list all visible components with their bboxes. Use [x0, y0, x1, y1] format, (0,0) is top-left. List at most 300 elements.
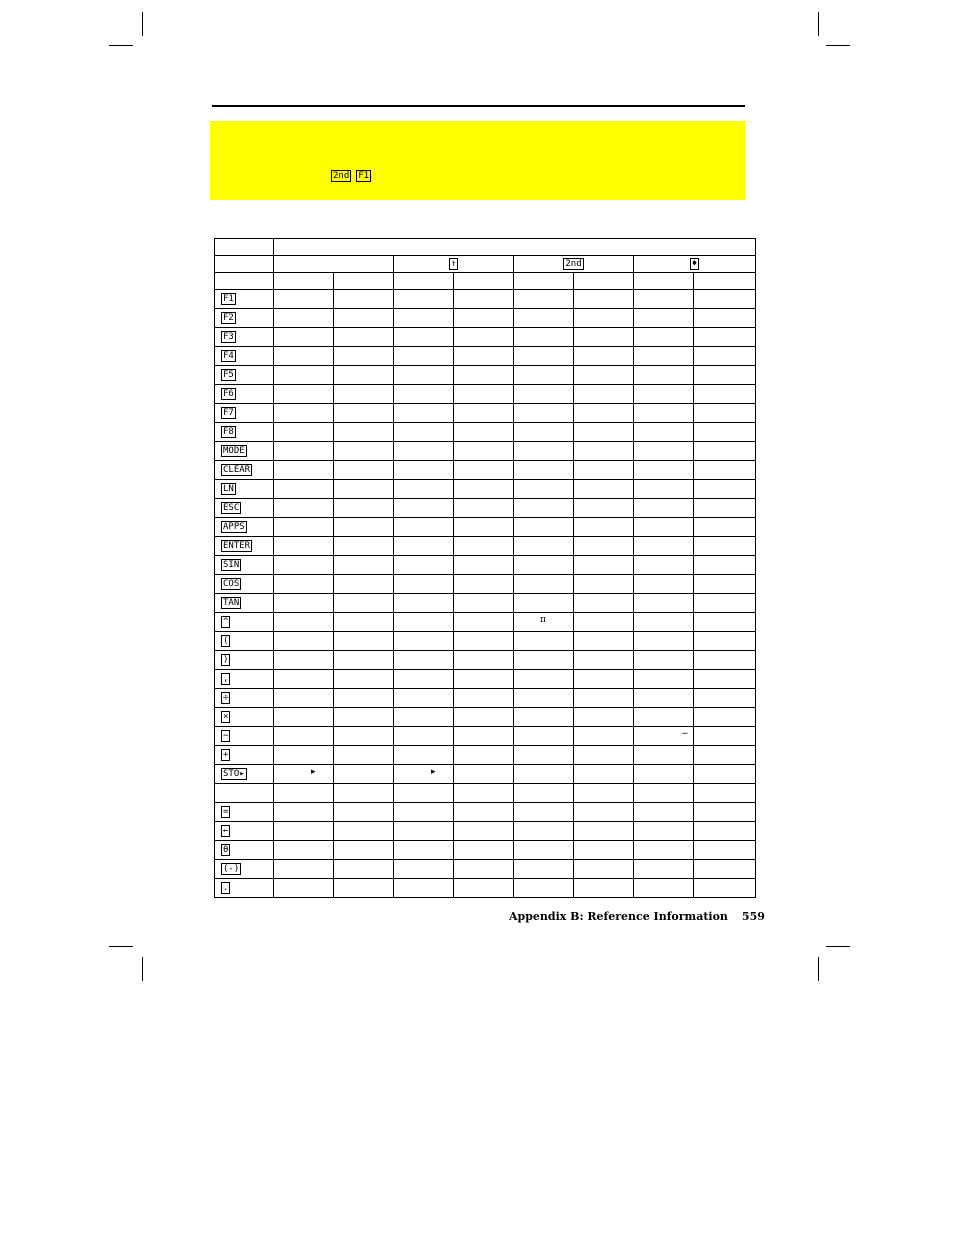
table-cell	[574, 613, 634, 632]
table-cell	[454, 309, 514, 328]
table-cell	[694, 461, 756, 480]
table-cell	[454, 290, 514, 309]
key-label-icon: ×	[223, 712, 229, 722]
table-cell	[574, 803, 634, 822]
table-cell	[334, 879, 394, 898]
table-row	[215, 385, 756, 404]
table-cell	[574, 651, 634, 670]
table-cell	[334, 689, 394, 708]
table-row	[215, 860, 756, 879]
table-cell	[274, 651, 334, 670]
table-cell	[634, 423, 694, 442]
subheader-row	[215, 273, 756, 290]
table-cell	[334, 613, 394, 632]
table-cell	[514, 594, 574, 613]
table-cell	[394, 328, 454, 347]
table-cell	[634, 366, 694, 385]
table-cell	[274, 328, 334, 347]
table-cell	[274, 385, 334, 404]
table-cell	[514, 803, 574, 822]
table-cell	[394, 841, 454, 860]
table-cell	[694, 841, 756, 860]
table-cell	[334, 784, 394, 803]
table-cell	[394, 727, 454, 746]
key-label-icon: CLEAR	[223, 465, 251, 475]
table-cell	[334, 708, 394, 727]
table-cell	[694, 727, 756, 746]
table-cell	[454, 347, 514, 366]
table-cell	[514, 727, 574, 746]
table-cell	[334, 556, 394, 575]
table-cell	[334, 727, 394, 746]
table-cell	[394, 366, 454, 385]
table-cell	[394, 480, 454, 499]
table-header-row	[215, 239, 756, 256]
table-cell	[634, 727, 694, 746]
table-cell	[514, 537, 574, 556]
table-cell	[514, 347, 574, 366]
crop-mark	[818, 12, 819, 36]
table-cell	[454, 632, 514, 651]
table-cell	[694, 765, 756, 784]
table-cell	[274, 746, 334, 765]
crop-mark	[109, 45, 133, 46]
table-cell	[274, 594, 334, 613]
table-cell	[694, 860, 756, 879]
key-label-icon: COS	[223, 579, 240, 589]
table-cell	[634, 537, 694, 556]
table-cell	[514, 841, 574, 860]
table-cell	[334, 309, 394, 328]
table-cell	[574, 461, 634, 480]
table-cell	[274, 689, 334, 708]
table-cell	[694, 594, 756, 613]
crop-mark	[109, 946, 133, 947]
table-cell	[514, 575, 574, 594]
table-cell	[334, 423, 394, 442]
cell-symbol: ▸	[311, 767, 316, 777]
table-row	[215, 404, 756, 423]
table-cell	[274, 727, 334, 746]
key-label-icon: F1	[223, 294, 234, 304]
table-cell	[454, 423, 514, 442]
page-footer	[509, 910, 765, 923]
table-cell	[634, 670, 694, 689]
shift-key-icon: ↑	[450, 259, 457, 269]
table-cell	[694, 556, 756, 575]
table-cell	[574, 480, 634, 499]
table-cell	[454, 841, 514, 860]
table-cell	[454, 613, 514, 632]
table-row	[215, 746, 756, 765]
table-cell	[694, 518, 756, 537]
table-row	[215, 537, 756, 556]
table-cell	[574, 765, 634, 784]
table-cell	[334, 461, 394, 480]
table-cell	[574, 347, 634, 366]
table-cell	[394, 347, 454, 366]
table-row	[215, 822, 756, 841]
table-cell	[394, 556, 454, 575]
table-cell	[574, 537, 634, 556]
table-cell	[394, 461, 454, 480]
table-cell	[514, 480, 574, 499]
table-row	[215, 347, 756, 366]
table-cell	[574, 290, 634, 309]
table-cell	[274, 480, 334, 499]
table-cell	[574, 594, 634, 613]
table-cell	[694, 499, 756, 518]
table-cell	[454, 461, 514, 480]
table-cell	[514, 765, 574, 784]
table-cell	[514, 746, 574, 765]
table-cell	[454, 556, 514, 575]
table-cell	[514, 385, 574, 404]
table-cell	[454, 442, 514, 461]
table-cell	[634, 632, 694, 651]
table-cell	[694, 328, 756, 347]
table-cell	[334, 575, 394, 594]
table-cell	[634, 404, 694, 423]
table-cell	[454, 366, 514, 385]
table-cell	[454, 784, 514, 803]
table-cell	[694, 290, 756, 309]
table-row	[215, 309, 756, 328]
table-cell	[574, 404, 634, 423]
table-row	[215, 575, 756, 594]
table-cell	[574, 708, 634, 727]
table-cell	[274, 708, 334, 727]
table-row	[215, 689, 756, 708]
table-cell	[574, 784, 634, 803]
table-cell	[394, 518, 454, 537]
key-label-icon: SIN	[223, 560, 240, 570]
table-cell	[574, 385, 634, 404]
table-cell	[394, 670, 454, 689]
table-cell	[694, 423, 756, 442]
key-label-icon: (-)	[223, 864, 240, 874]
crop-mark	[142, 12, 143, 36]
table-cell	[514, 860, 574, 879]
table-cell	[634, 803, 694, 822]
key-label-icon: APPS	[223, 522, 245, 532]
table-cell	[454, 860, 514, 879]
table-cell	[274, 499, 334, 518]
table-cell	[274, 404, 334, 423]
table-cell	[514, 689, 574, 708]
footer-title: Appendix B: Reference Information	[509, 910, 728, 923]
table-cell	[574, 879, 634, 898]
table-cell	[514, 442, 574, 461]
table-cell	[394, 803, 454, 822]
key-label-icon: F2	[223, 313, 234, 323]
table-row	[215, 879, 756, 898]
table-cell	[574, 632, 634, 651]
table-cell	[454, 651, 514, 670]
table-cell	[454, 575, 514, 594]
table-row	[215, 784, 756, 803]
key-label-icon: MODE	[223, 446, 245, 456]
table-cell	[634, 613, 694, 632]
table-cell	[634, 651, 694, 670]
cell-symbol: π	[540, 615, 546, 625]
table-row	[215, 499, 756, 518]
table-cell	[634, 328, 694, 347]
table-cell	[274, 670, 334, 689]
table-cell	[394, 404, 454, 423]
table-row	[215, 765, 756, 784]
table-cell	[394, 689, 454, 708]
key-label-icon: −	[223, 731, 229, 741]
table-cell	[574, 841, 634, 860]
table-cell	[514, 822, 574, 841]
table-cell	[454, 670, 514, 689]
table-cell	[454, 518, 514, 537]
table-row	[215, 708, 756, 727]
table-cell	[514, 632, 574, 651]
table-cell	[514, 518, 574, 537]
table-cell	[514, 423, 574, 442]
key-2nd-icon: 2nd	[565, 259, 582, 269]
table-cell	[334, 328, 394, 347]
table-cell	[394, 632, 454, 651]
table-cell	[394, 499, 454, 518]
table-cell	[514, 404, 574, 423]
table-cell	[514, 670, 574, 689]
table-row	[215, 613, 756, 632]
table-cell	[694, 651, 756, 670]
table-cell	[634, 689, 694, 708]
key-label-icon: STO▸	[223, 769, 245, 779]
table-cell	[694, 613, 756, 632]
page-number: 559	[741, 910, 765, 923]
table-cell	[334, 385, 394, 404]
table-cell	[334, 670, 394, 689]
table-row	[215, 632, 756, 651]
table-cell	[454, 727, 514, 746]
table-cell	[574, 822, 634, 841]
table-cell	[454, 822, 514, 841]
table-cell	[454, 328, 514, 347]
table-cell	[634, 879, 694, 898]
table-cell	[514, 708, 574, 727]
table-cell	[574, 518, 634, 537]
table-cell	[634, 385, 694, 404]
key-label-icon: ,	[223, 674, 229, 684]
table-row	[215, 803, 756, 822]
table-row	[215, 423, 756, 442]
table-cell	[334, 803, 394, 822]
table-cell	[694, 784, 756, 803]
table-cell	[334, 651, 394, 670]
table-row	[215, 461, 756, 480]
table-cell	[274, 366, 334, 385]
table-cell	[574, 499, 634, 518]
table-cell	[394, 385, 454, 404]
table-cell	[574, 575, 634, 594]
table-cell	[394, 765, 454, 784]
table-row	[215, 556, 756, 575]
table-cell	[334, 404, 394, 423]
key-label-icon: ESC	[223, 503, 240, 513]
table-cell	[274, 879, 334, 898]
table-row	[215, 366, 756, 385]
key-f1-icon: F1	[358, 171, 370, 181]
crop-mark	[826, 45, 850, 46]
table-cell	[634, 746, 694, 765]
table-cell	[574, 366, 634, 385]
table-cell	[634, 784, 694, 803]
table-cell	[694, 366, 756, 385]
table-cell	[454, 594, 514, 613]
table-cell	[694, 632, 756, 651]
table-cell	[454, 480, 514, 499]
table-cell	[514, 879, 574, 898]
table-row	[215, 651, 756, 670]
table-cell	[274, 803, 334, 822]
table-cell	[274, 613, 334, 632]
table-cell	[514, 556, 574, 575]
table-cell	[454, 689, 514, 708]
key-codes-table	[214, 238, 756, 898]
table-cell	[574, 860, 634, 879]
table-cell	[514, 461, 574, 480]
table-row	[215, 594, 756, 613]
table-cell	[334, 347, 394, 366]
table-row	[215, 841, 756, 860]
table-cell	[394, 290, 454, 309]
table-cell	[574, 309, 634, 328]
table-cell	[334, 290, 394, 309]
table-cell	[394, 860, 454, 879]
table-cell	[274, 784, 334, 803]
table-cell	[394, 784, 454, 803]
table-cell	[274, 309, 334, 328]
crop-mark	[826, 946, 850, 947]
table-cell	[394, 613, 454, 632]
table-cell	[334, 746, 394, 765]
table-cell	[694, 803, 756, 822]
table-cell	[634, 822, 694, 841]
table-cell	[634, 594, 694, 613]
table-cell	[274, 860, 334, 879]
key-label-icon: F8	[223, 427, 234, 437]
table-cell	[394, 746, 454, 765]
table-cell	[634, 708, 694, 727]
table-cell	[634, 442, 694, 461]
table-cell	[454, 708, 514, 727]
key-label-icon: .	[223, 883, 229, 893]
table-cell	[334, 841, 394, 860]
key-label-icon: F3	[223, 332, 234, 342]
table-cell	[334, 860, 394, 879]
key-label-icon: ^	[223, 617, 229, 627]
table-cell	[274, 461, 334, 480]
table-cell	[634, 556, 694, 575]
table-cell	[274, 442, 334, 461]
cell-symbol: −	[681, 729, 689, 739]
table-cell	[694, 442, 756, 461]
table-cell	[274, 537, 334, 556]
key-label-icon: F7	[223, 408, 234, 418]
key-label-icon: F4	[223, 351, 234, 361]
table-cell	[274, 290, 334, 309]
table-cell	[694, 670, 756, 689]
table-cell	[514, 366, 574, 385]
header-key-sequence	[331, 170, 371, 182]
table-cell	[514, 613, 574, 632]
table-cell	[574, 689, 634, 708]
table-cell	[634, 765, 694, 784]
table-cell	[574, 670, 634, 689]
crop-mark	[142, 957, 143, 981]
table-cell	[274, 822, 334, 841]
key-label-icon: ÷	[223, 693, 229, 703]
table-cell	[694, 480, 756, 499]
table-cell	[514, 651, 574, 670]
table-cell	[634, 499, 694, 518]
table-cell	[394, 442, 454, 461]
table-cell	[394, 879, 454, 898]
table-cell	[274, 765, 334, 784]
key-label-icon: +	[223, 750, 229, 760]
table-cell	[454, 879, 514, 898]
table-cell	[454, 803, 514, 822]
table-cell	[334, 480, 394, 499]
table-cell	[274, 518, 334, 537]
table-cell	[334, 442, 394, 461]
table-cell	[694, 689, 756, 708]
table-cell	[694, 879, 756, 898]
table-cell	[694, 746, 756, 765]
table-cell	[394, 651, 454, 670]
table-row	[215, 727, 756, 746]
crop-mark	[818, 957, 819, 981]
table-row	[215, 442, 756, 461]
table-cell	[274, 575, 334, 594]
key-label-icon: F6	[223, 389, 234, 399]
table-cell	[514, 328, 574, 347]
table-cell	[574, 746, 634, 765]
table-cell	[574, 423, 634, 442]
table-cell	[394, 575, 454, 594]
table-cell	[394, 537, 454, 556]
table-cell	[634, 841, 694, 860]
key-label-icon: ENTER	[223, 541, 251, 551]
table-cell	[634, 480, 694, 499]
header-rule	[212, 105, 745, 107]
table-cell	[274, 556, 334, 575]
cell-symbol: ▸	[431, 767, 436, 777]
table-cell	[634, 575, 694, 594]
table-cell	[634, 347, 694, 366]
table-row	[215, 290, 756, 309]
table-cell	[694, 309, 756, 328]
key-label-icon: TAN	[223, 598, 240, 608]
table-cell	[334, 822, 394, 841]
table-cell	[274, 632, 334, 651]
key-label-icon: θ	[223, 845, 229, 855]
table-cell	[394, 423, 454, 442]
table-cell	[334, 518, 394, 537]
table-cell	[334, 594, 394, 613]
table-cell	[574, 556, 634, 575]
table-cell	[274, 841, 334, 860]
table-cell	[454, 765, 514, 784]
key-2nd-icon: 2nd	[333, 171, 350, 181]
table-cell	[574, 727, 634, 746]
table-row	[215, 328, 756, 347]
